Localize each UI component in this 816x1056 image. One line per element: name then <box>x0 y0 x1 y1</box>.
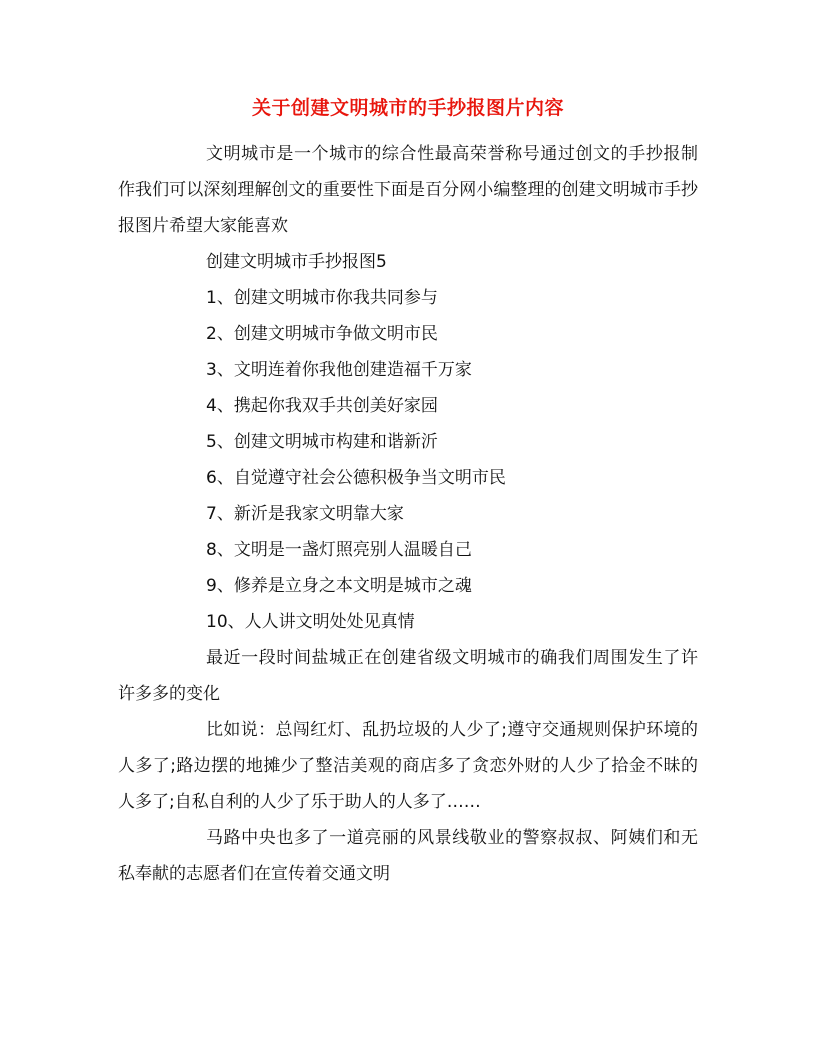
slogan-item: 2、创建文明城市争做文明市民 <box>206 324 438 344</box>
slogan-item: 8、文明是一盏灯照亮别人温暖自己 <box>206 540 472 560</box>
body-paragraph-1: 最近一段时间盐城正在创建省级文明城市的确我们周围发生了许许多多的变化 <box>118 648 698 704</box>
slogan-item: 6、自觉遵守社会公德积极争当文明市民 <box>206 468 506 488</box>
subheading: 创建文明城市手抄报图5 <box>206 252 387 272</box>
slogan-item: 5、创建文明城市构建和谐新沂 <box>206 432 438 452</box>
body-paragraph-2: 比如说：总闯红灯、乱扔垃圾的人少了;遵守交通规则保护环境的人多了;路边摆的地摊少了整洁美观的商店多了贪恋外财的人少了拾金不昧的人多了;自私自利的人少了乐于助人的人多了…… <box>118 720 698 812</box>
document-body <box>118 136 698 892</box>
document-title: 关于创建文明城市的手抄报图片内容 <box>251 97 564 119</box>
slogan-item: 9、修养是立身之本文明是城市之魂 <box>206 576 472 596</box>
body-paragraph-3: 马路中央也多了一道亮丽的风景线敬业的警察叔叔、阿姨们和无私奉献的志愿者们在宣传着交通文明 <box>118 828 698 884</box>
intro-paragraph: 文明城市是一个城市的综合性最高荣誉称号通过创文的手抄报制作我们可以深刻理解创文的重要性下面是百分网小编整理的创建文明城市手抄报图片希望大家能喜欢 <box>118 144 698 236</box>
slogan-item: 7、新沂是我家文明靠大家 <box>206 504 404 524</box>
slogan-item: 4、携起你我双手共创美好家园 <box>206 396 438 416</box>
slogan-item: 3、文明连着你我他创建造福千万家 <box>206 360 472 380</box>
slogan-item: 10、人人讲文明处处见真情 <box>206 612 415 632</box>
slogan-item: 1、创建文明城市你我共同参与 <box>206 288 438 308</box>
